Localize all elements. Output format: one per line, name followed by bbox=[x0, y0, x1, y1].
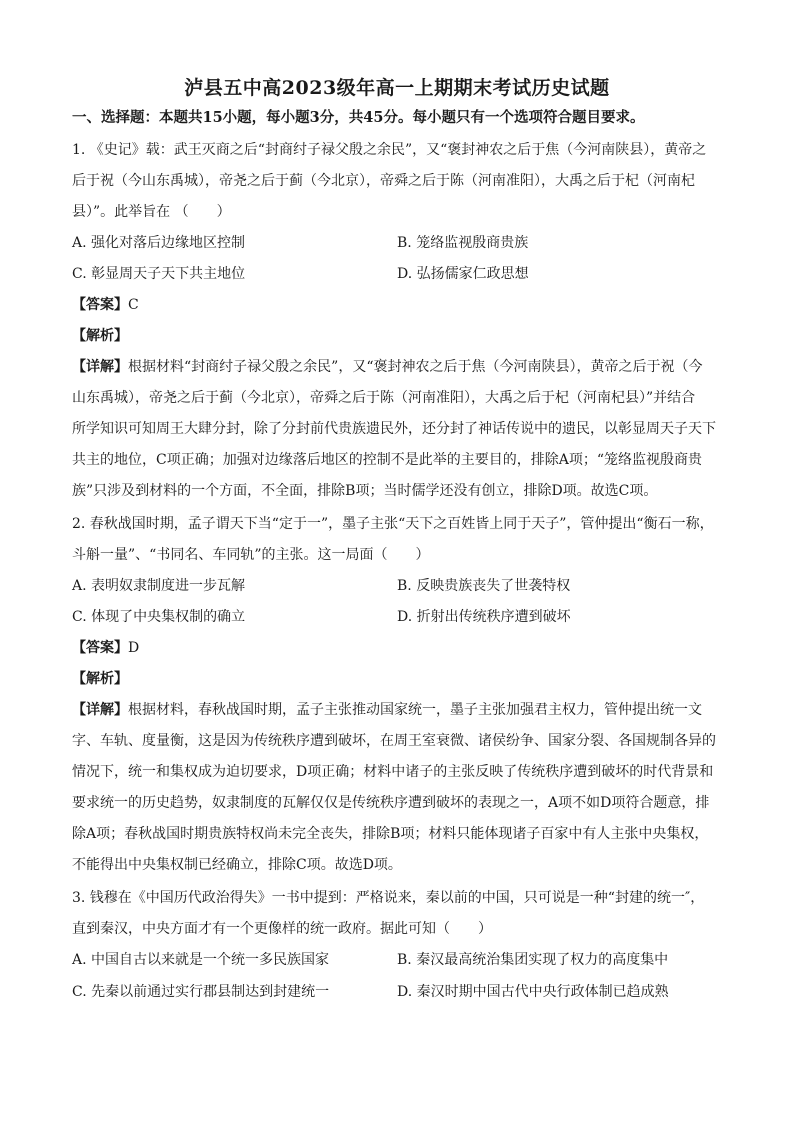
q1-stem-line-2: 后于祝（今山东禹城），帝尧之后于蓟（今北京），帝舜之后于陈（河南准阳），大禹之后于杞（河南杞 bbox=[72, 173, 695, 189]
q3-stem-line-2: 直到秦汉，中央方面才有一个更像样的统一政府。据此可知（ ） bbox=[72, 921, 492, 937]
q3-option-d: D. 秦汉时期中国古代中央行政体制已趋成熟 bbox=[397, 984, 669, 1000]
q3-stem-line-1: 3. 钱穆在《中国历代政治得失》一书中提到：严格说来，秦以前的中国，只可说是一种“封建的统一″， bbox=[72, 890, 705, 906]
q1-answer bbox=[72, 295, 139, 315]
q1-option-a: A. 强化对落后边缘地区控制 bbox=[72, 235, 246, 251]
q2-detail-line-4: 要求统一的历史趋势，奴隶制度的瓦解仅仅是传统秩序遭到破坏的表现之一，A项不如D项符合题意，排 bbox=[72, 795, 710, 811]
q3-option-c: C. 先秦以前通过实行郡县制达到封建统一 bbox=[72, 984, 330, 1000]
q1-detail-line-1: 【详解】根据材料“封商纣子禄父殷之余民”，又“褒封神农之后于焦（今河南陕县），黄帝之后于祝（今 bbox=[72, 359, 703, 375]
q1-answer-value: C bbox=[128, 297, 139, 313]
q1-option-b: B. 笼络监视殷商贵族 bbox=[397, 235, 529, 251]
q1-stem-line-1: 1. 《史记》载：武王灭商之后“封商纣子禄父殷之余民”，又“褒封神农之后于焦（今河南陕县），黄帝之 bbox=[72, 142, 707, 158]
q1-option-c: C. 彰显周天子天下共主地位 bbox=[72, 266, 246, 282]
q2-option-a: A. 表明奴隶制度进一步瓦解 bbox=[72, 578, 246, 594]
q1-detail-line-5: 族”只涉及到材料的一个方面，不全面，排除B项；当时儒学还没有创立，排除D项。故选C项。 bbox=[72, 483, 658, 499]
q2-detail-line-1: 【详解】根据材料，春秋战国时期，孟子主张推动国家统一，墨子主张加强君主权力，管仲提出统一文 bbox=[72, 702, 702, 718]
q1-answer-label: 【答案】 bbox=[72, 297, 128, 313]
q2-option-b: B. 反映贵族丧失了世袭特权 bbox=[397, 578, 571, 594]
q1-detail-line-3: 所学知识可知周王大肆分封，除了分封前代贵族遗民外，还分封了神话传说中的遗民，以彰显周天子天下 bbox=[72, 421, 716, 437]
q1-analysis-label: 【解析】 bbox=[72, 328, 128, 344]
q2-answer-label: 【答案】 bbox=[72, 640, 128, 656]
q2-option-c: C. 体现了中央集权制的确立 bbox=[72, 609, 246, 625]
q1-detail-line-4: 共主的地位，C项正确；加强对边缘落后地区的控制不是此举的主要目的，排除A项；“笼络监视殷商贵 bbox=[72, 452, 702, 468]
q1-detail-line-2: 山东禹城），帝尧之后于蓟（今北京），帝舜之后于陈（河南准阳），大禹之后于杞（河南杞县）”并结合 bbox=[72, 390, 696, 406]
section-heading: 一、选择题：本题共15小题，每小题3分，共45分。每小题只有一个选项符合题目要求。 bbox=[72, 109, 645, 126]
q2-answer bbox=[72, 638, 139, 658]
q2-detail-line-5: 除A项；春秋战国时期贵族特权尚未完全丧失，排除B项；材料只能体现诸子百家中有人主张中央集权， bbox=[72, 826, 709, 842]
q2-detail-line-6: 不能得出中央集权制已经确立，排除C项。故选D项。 bbox=[72, 857, 402, 873]
q2-analysis-label: 【解析】 bbox=[72, 671, 128, 687]
q2-detail-line-3: 情况下，统一和集权成为迫切要求，D项正确；材料中诸子的主张反映了传统秩序遭到破坏的时代背景和 bbox=[72, 764, 714, 780]
q2-stem-line-1: 2. 春秋战国时期，孟子谓天下当“定于一”，墨子主张“天下之百姓皆上同于天子”，管仲提出“衡石一称， bbox=[72, 516, 714, 532]
q2-detail-line-2: 字、车轨、度量衡，这是因为传统秩序遭到破坏，在周王室衰微、诸侯纷争、国家分裂、各国规制各异的 bbox=[72, 733, 716, 749]
q1-option-d: D. 弘扬儒家仁政思想 bbox=[397, 266, 529, 282]
q2-answer-value: D bbox=[128, 640, 140, 656]
page-title: 泸县五中高2023级年高一上期期末考试历史试题 bbox=[184, 77, 610, 99]
q1-stem-line-3: 县）”。此举旨在 （ ） bbox=[72, 204, 231, 220]
q3-option-a: A. 中国自古以来就是一个统一多民族国家 bbox=[72, 952, 330, 968]
q2-option-d: D. 折射出传统秩序遭到破坏 bbox=[397, 609, 571, 625]
q2-detail-label: 【详解】 bbox=[72, 702, 128, 718]
q2-stem-line-2: 斗斛一量”、“书同名、车同轨”的主张。这一局面（ ） bbox=[72, 547, 430, 563]
q3-option-b: B. 秦汉最高统治集团实现了权力的高度集中 bbox=[397, 952, 669, 968]
q1-detail-label: 【详解】 bbox=[72, 359, 128, 375]
